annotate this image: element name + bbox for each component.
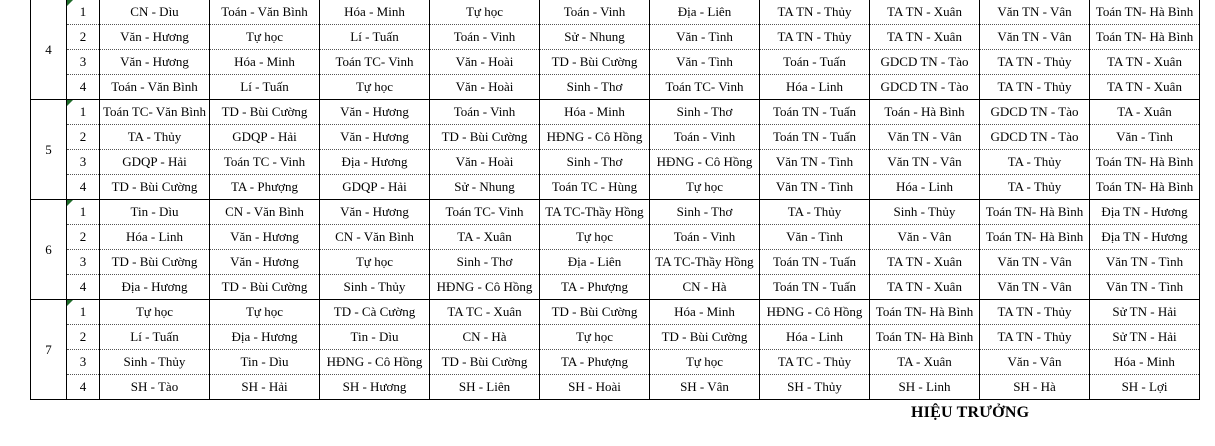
period-number: 2 [79,229,87,244]
lesson-cell: Văn - Hoài [430,150,540,175]
table-row [31,50,1200,75]
lesson-cell: Toán TN - Tuấn [760,125,870,150]
lesson-cell: Tự học [650,350,760,375]
lesson-cell: Địa - Liên [540,250,650,275]
lesson-cell: Lí - Tuấn [210,75,320,100]
lesson-cell: Tự học [210,25,320,50]
period-number: 4 [79,379,87,394]
lesson-cell: Sinh - Thơ [430,250,540,275]
lesson-cell: HĐNG - Cô Hồng [320,350,430,375]
period-number: 1 [79,104,87,119]
lesson-cell: GDCD TN - Tào [870,50,980,75]
lesson-cell: TD - Bùi Cường [100,175,210,200]
lesson-cell: Văn - Tình [650,25,760,50]
lesson-cell: CN - Văn Bình [210,200,320,225]
lesson-cell: Văn TN - Tình [1090,275,1200,300]
table-row [31,300,1200,325]
lesson-cell: SH - Liên [430,375,540,400]
period-number: 2 [79,29,87,44]
period-number: 1 [79,4,87,19]
period-cell [67,250,100,275]
lesson-cell: SH - Hà [980,375,1090,400]
lesson-cell: Văn - Vân [870,225,980,250]
lesson-cell: Hóa - Linh [760,325,870,350]
lesson-cell: Hóa - Minh [210,50,320,75]
table-row [31,225,1200,250]
lesson-cell: Lí - Tuấn [320,25,430,50]
day-cell: 7 [31,300,67,400]
lesson-cell: TA - Phượng [540,275,650,300]
lesson-cell: TA - Phượng [540,350,650,375]
lesson-cell: Tự học [540,225,650,250]
period-number: 4 [79,179,87,194]
lesson-cell: TA - Thủy [760,200,870,225]
lesson-cell: TA - Xuân [1090,100,1200,125]
lesson-cell: Tự học [430,0,540,25]
period-cell [67,50,100,75]
lesson-cell: TA - Thủy [980,175,1090,200]
lesson-cell: Tự học [210,300,320,325]
period-cell [67,325,100,350]
lesson-cell: TA - Thủy [100,125,210,150]
lesson-cell: Sử - Nhung [540,25,650,50]
lesson-cell: Toán TN- Hà Bình [980,200,1090,225]
signature-title: HIỆU TRƯỞNG [911,404,1030,421]
lesson-cell: Hóa - Linh [870,175,980,200]
day-cell: 6 [31,200,67,300]
lesson-cell: TA TN - Xuân [870,250,980,275]
lesson-cell: TA TC-Thầy Hồng [650,250,760,275]
period-number: 3 [79,54,87,69]
lesson-cell: TD - Bùi Cường [210,275,320,300]
period-cell [67,275,100,300]
lesson-cell: Toán - Vinh [650,225,760,250]
lesson-cell: Toán - Văn Bình [210,0,320,25]
period-cell [67,225,100,250]
lesson-cell: SH - Tào [100,375,210,400]
lesson-cell: Văn - Tình [760,225,870,250]
lesson-cell: SH - Linh [870,375,980,400]
lesson-cell: Văn - Hoài [430,75,540,100]
lesson-cell: Địa TN - Hương [1090,200,1200,225]
lesson-cell: Hóa - Linh [100,225,210,250]
lesson-cell: Sinh - Thơ [650,100,760,125]
lesson-cell: Toán TN - Tuấn [760,100,870,125]
lesson-cell: TD - Cà Cường [320,300,430,325]
lesson-cell: Sinh - Thơ [650,200,760,225]
lesson-cell: SH - Hải [210,375,320,400]
period-number: 1 [79,204,87,219]
lesson-cell: Văn TN - Vân [870,150,980,175]
lesson-cell: Địa - Hương [320,150,430,175]
lesson-cell: Tin - Dìu [100,200,210,225]
period-cell [67,375,100,400]
lesson-cell: Toán TC - Hùng [540,175,650,200]
lesson-cell: TA TN - Thủy [760,0,870,25]
table-row [31,325,1200,350]
day-cell: 4 [31,0,67,100]
lesson-cell: Văn - Tình [1090,125,1200,150]
lesson-cell: HĐNG - Cô Hồng [650,150,760,175]
period-cell [67,100,100,125]
lesson-cell: CN - Dìu [100,0,210,25]
lesson-cell: TA - Xuân [430,225,540,250]
lesson-cell: Toán TN- Hà Bình [1090,25,1200,50]
lesson-cell: TA TN - Xuân [1090,50,1200,75]
lesson-cell: Văn - Hương [100,50,210,75]
lesson-cell: Sinh - Thủy [320,275,430,300]
lesson-cell: Hóa - Minh [1090,350,1200,375]
cell-marker-icon [67,200,73,206]
lesson-cell: TA TN - Thủy [980,300,1090,325]
table-row [31,350,1200,375]
table-row [31,275,1200,300]
timetable [30,0,1200,400]
lesson-cell: Toán - Vinh [430,100,540,125]
lesson-cell: Hóa - Minh [540,100,650,125]
period-cell [67,25,100,50]
lesson-cell: GDCD TN - Tào [870,75,980,100]
period-number: 3 [79,354,87,369]
lesson-cell: Văn - Hương [320,100,430,125]
lesson-cell: Toán TN - Tuấn [760,275,870,300]
lesson-cell: GDQP - Hải [210,125,320,150]
lesson-cell: Toán TC- Vinh [650,75,760,100]
lesson-cell: Tin - Dìu [210,350,320,375]
lesson-cell: TD - Bùi Cường [430,125,540,150]
lesson-cell: Văn - Tình [650,50,760,75]
lesson-cell: GDCD TN - Tào [980,100,1090,125]
lesson-cell: Toán - Vinh [540,0,650,25]
period-cell [67,200,100,225]
period-number: 1 [79,304,87,319]
lesson-cell: Toán TN- Hà Bình [1090,175,1200,200]
lesson-cell: HĐNG - Cô Hồng [760,300,870,325]
lesson-cell: TA TN - Xuân [1090,75,1200,100]
lesson-cell: Văn - Hương [210,225,320,250]
lesson-cell: Toán TC - Vinh [210,150,320,175]
lesson-cell: Văn TN - Vân [980,250,1090,275]
table-row [31,375,1200,400]
lesson-cell: Tự học [320,75,430,100]
table-row [31,25,1200,50]
lesson-cell: Sinh - Thủy [100,350,210,375]
period-number: 4 [79,279,87,294]
lesson-cell: CN - Hà [430,325,540,350]
lesson-cell: Toán - Vinh [650,125,760,150]
lesson-cell: SH - Vân [650,375,760,400]
lesson-cell: TA TN - Thủy [980,325,1090,350]
lesson-cell: Tin - Dìu [320,325,430,350]
lesson-cell: SH - Lợi [1090,375,1200,400]
lesson-cell: GDCD TN - Tào [980,125,1090,150]
period-cell [67,75,100,100]
lesson-cell: SH - Thủy [760,375,870,400]
lesson-cell: TA TN - Xuân [870,0,980,25]
lesson-cell: Sinh - Thơ [540,150,650,175]
lesson-cell: Văn TN - Tình [1090,250,1200,275]
table-row [31,100,1200,125]
lesson-cell: Toán TN - Tuấn [760,250,870,275]
lesson-cell: Văn - Hương [100,25,210,50]
lesson-cell: TA TN - Thủy [980,50,1090,75]
lesson-cell: TD - Bùi Cường [540,300,650,325]
lesson-cell: HĐNG - Cô Hồng [430,275,540,300]
lesson-cell: Tự học [650,175,760,200]
table-row [31,200,1200,225]
lesson-cell: TD - Bùi Cường [540,50,650,75]
lesson-cell: Văn TN - Vân [980,0,1090,25]
lesson-cell: TA TC - Xuân [430,300,540,325]
period-cell [67,0,100,25]
lesson-cell: Địa - Hương [210,325,320,350]
day-cell: 5 [31,100,67,200]
lesson-cell: HĐNG - Cô Hồng [540,125,650,150]
lesson-cell: Toán TC- Vinh [430,200,540,225]
lesson-cell: Văn - Hương [320,200,430,225]
period-number: 3 [79,254,87,269]
lesson-cell: CN - Văn Bình [320,225,430,250]
period-cell [67,350,100,375]
lesson-cell: Toán - Vinh [430,25,540,50]
lesson-cell: Văn - Vân [980,350,1090,375]
lesson-cell: TA TN - Xuân [870,25,980,50]
lesson-cell: Văn TN - Vân [980,275,1090,300]
lesson-cell: Văn - Hoài [430,50,540,75]
period-number: 2 [79,329,87,344]
lesson-cell: Văn TN - Vân [980,25,1090,50]
lesson-cell: TA TC - Thủy [760,350,870,375]
lesson-cell: Hóa - Minh [320,0,430,25]
lesson-cell: Sinh - Thủy [870,200,980,225]
lesson-cell: TA - Xuân [870,350,980,375]
period-cell [67,300,100,325]
lesson-cell: Văn - Hương [320,125,430,150]
lesson-cell: Toán TC- Văn Bình [100,100,210,125]
lesson-cell: CN - Hà [650,275,760,300]
lesson-cell: Tự học [100,300,210,325]
lesson-cell: Toán TN- Hà Bình [870,325,980,350]
lesson-cell: TD - Bùi Cường [650,325,760,350]
lesson-cell: Sử - Nhung [430,175,540,200]
lesson-cell: Toán - Tuấn [760,50,870,75]
lesson-cell: Sinh - Thơ [540,75,650,100]
lesson-cell: Lí - Tuấn [100,325,210,350]
period-number: 4 [79,79,87,94]
cell-marker-icon [67,300,73,306]
period-cell [67,150,100,175]
lesson-cell: TD - Bùi Cường [100,250,210,275]
lesson-cell: Văn TN - Tình [760,175,870,200]
table-row [31,75,1200,100]
lesson-cell: TA TN - Thủy [760,25,870,50]
cell-marker-icon [67,0,73,6]
lesson-cell: Văn - Hương [210,250,320,275]
lesson-cell: TA TN - Xuân [870,275,980,300]
lesson-cell: Sử TN - Hải [1090,325,1200,350]
lesson-cell: Tự học [320,250,430,275]
lesson-cell: Tự học [540,325,650,350]
lesson-cell: SH - Hương [320,375,430,400]
period-cell [67,175,100,200]
lesson-cell: TA - Thủy [980,150,1090,175]
lesson-cell: TD - Bùi Cường [430,350,540,375]
lesson-cell: TA - Phượng [210,175,320,200]
lesson-cell: Hóa - Minh [650,300,760,325]
lesson-cell: GDQP - Hải [320,175,430,200]
table-row [31,250,1200,275]
period-number: 3 [79,154,87,169]
table-row [31,125,1200,150]
lesson-cell: Sử TN - Hải [1090,300,1200,325]
period-number: 2 [79,129,87,144]
lesson-cell: Toán TN- Hà Bình [870,300,980,325]
lesson-cell: TD - Bùi Cường [210,100,320,125]
table-row [31,175,1200,200]
lesson-cell: Văn TN - Vân [870,125,980,150]
lesson-cell: Toán - Văn Bình [100,75,210,100]
lesson-cell: Toán TN- Hà Bình [980,225,1090,250]
lesson-cell: Địa TN - Hương [1090,225,1200,250]
lesson-cell: Văn TN - Tình [760,150,870,175]
lesson-cell: Toán - Hà Bình [870,100,980,125]
lesson-cell: Địa - Liên [650,0,760,25]
lesson-cell: Toán TC- Vinh [320,50,430,75]
lesson-cell: TA TN - Thủy [980,75,1090,100]
table-row [31,0,1200,25]
table-row [31,150,1200,175]
lesson-cell: GDQP - Hải [100,150,210,175]
lesson-cell: SH - Hoài [540,375,650,400]
lesson-cell: TA TC-Thầy Hồng [540,200,650,225]
cell-marker-icon [67,100,73,106]
lesson-cell: Địa - Hương [100,275,210,300]
lesson-cell: Toán TN- Hà Bình [1090,150,1200,175]
lesson-cell: Hóa - Linh [760,75,870,100]
period-cell [67,125,100,150]
lesson-cell: Toán TN- Hà Bình [1090,0,1200,25]
